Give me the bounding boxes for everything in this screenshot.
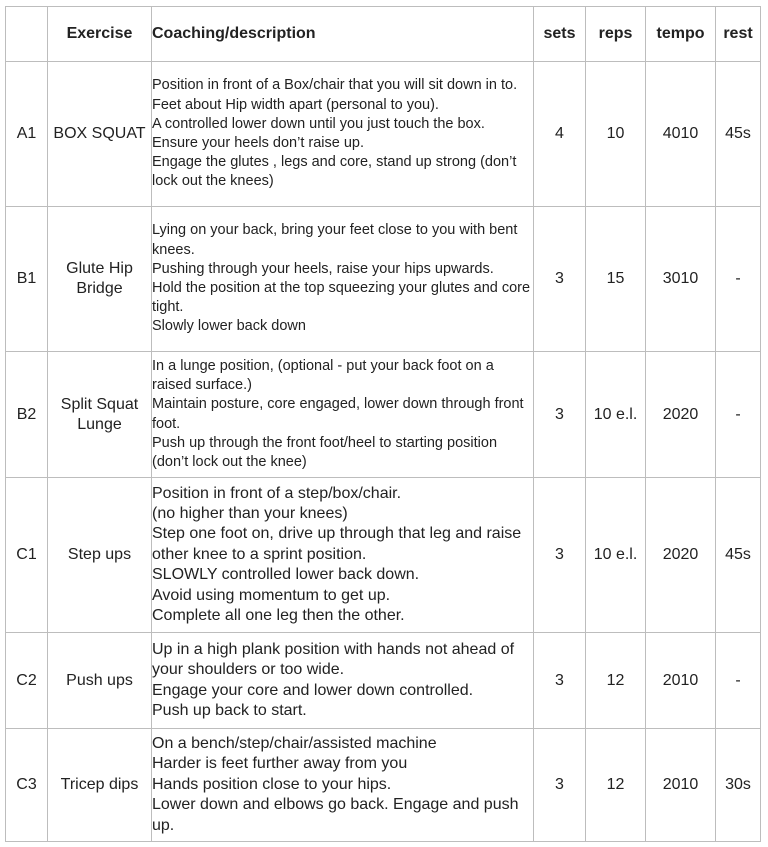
row-rest: - — [716, 633, 761, 729]
coaching-line: Complete all one leg then the other. — [152, 607, 405, 625]
coaching-line: Ensure your heels don’t raise up. — [152, 135, 364, 151]
row-coaching — [152, 207, 534, 352]
coaching-line: A controlled lower down until you just touch the box. — [152, 115, 485, 132]
row-rest: 30s — [716, 729, 761, 842]
row-exercise: Glute Hip Bridge — [48, 207, 152, 352]
row-tempo: 3010 — [646, 207, 716, 352]
coaching-line: Maintain posture, core engaged, lower down through front foot. — [152, 396, 524, 432]
row-id: C2 — [6, 633, 48, 729]
row-exercise: Tricep dips — [48, 729, 152, 842]
coaching-line: Engage your core and lower down controlled. — [152, 681, 474, 699]
coaching-line: Push up back to start. — [152, 701, 307, 719]
row-sets: 4 — [534, 62, 586, 207]
row-tempo: 4010 — [646, 62, 716, 207]
coaching-line: Avoid using momentum to get up. — [152, 586, 391, 604]
coaching-line: In a lunge position, (optional - put your back foot on a raised surface.) — [152, 357, 494, 394]
coaching-line: Step one foot on, drive up through that leg and raise other knee to a sprint position. — [152, 525, 522, 563]
row-exercise: Push ups — [48, 633, 152, 729]
row-sets: 3 — [534, 352, 586, 478]
row-tempo: 2020 — [646, 478, 716, 633]
coaching-line: Pushing through your heels, raise your hips upwards. — [152, 260, 494, 277]
coaching-line: Hold the position at the top squeezing your glutes and core tight. — [152, 280, 531, 316]
row-tempo: 2010 — [646, 729, 716, 842]
row-reps: 10 e.l. — [586, 478, 646, 633]
row-exercise: Step ups — [48, 478, 152, 633]
row-tempo: 2010 — [646, 633, 716, 729]
row-exercise: BOX SQUAT — [48, 62, 152, 207]
header-sets: sets — [534, 7, 586, 62]
row-id: A1 — [6, 62, 48, 207]
row-id: C1 — [6, 478, 48, 633]
header-rest: rest — [716, 7, 761, 62]
coaching-line: Feet about Hip width apart (personal to you). — [152, 96, 439, 113]
header-id — [6, 7, 48, 62]
workout-table — [5, 6, 761, 842]
row-exercise: Split Squat Lunge — [48, 352, 152, 478]
row-reps: 10 — [586, 62, 646, 207]
row-id: B2 — [6, 352, 48, 478]
header-exercise: Exercise — [48, 7, 152, 62]
coaching-line: Position in front of a Box/chair that you will sit down in to. — [152, 77, 518, 94]
coaching-line: Lying on your back, bring your feet close to you with bent knees. — [152, 222, 518, 258]
table-row — [6, 62, 761, 207]
row-rest: 45s — [716, 478, 761, 633]
table-row — [6, 729, 761, 842]
row-reps: 12 — [586, 633, 646, 729]
coaching-line: Up in a high plank position with hands not ahead of your shoulders or too wide. — [152, 640, 515, 679]
row-coaching — [152, 352, 534, 478]
header-reps: reps — [586, 7, 646, 62]
row-tempo: 2020 — [646, 352, 716, 478]
coaching-line: (no higher than your knees) — [152, 504, 348, 522]
coaching-line: SLOWLY controlled lower back down. — [152, 566, 420, 584]
coaching-line: On a bench/step/chair/assisted machine — [152, 734, 437, 752]
row-sets: 3 — [534, 729, 586, 842]
header-row — [6, 7, 761, 62]
row-coaching — [152, 62, 534, 207]
row-sets: 3 — [534, 633, 586, 729]
row-id: C3 — [6, 729, 48, 842]
row-id: B1 — [6, 207, 48, 352]
header-coaching: Coaching/description — [152, 7, 534, 62]
row-reps: 10 e.l. — [586, 352, 646, 478]
coaching-line: Position in front of a step/box/chair. — [152, 484, 402, 502]
row-rest: - — [716, 207, 761, 352]
table-row — [6, 478, 761, 633]
row-coaching — [152, 633, 534, 729]
coaching-line: Lower down and elbows go back. Engage and push up. — [152, 796, 519, 834]
coaching-line: Slowly lower back down — [152, 318, 306, 335]
row-rest: - — [716, 352, 761, 478]
table-row — [6, 352, 761, 478]
row-sets: 3 — [534, 207, 586, 352]
coaching-line: Hands position close to your hips. — [152, 775, 392, 793]
row-coaching — [152, 478, 534, 633]
coaching-line: Harder is feet further away from you — [152, 755, 408, 773]
row-coaching — [152, 729, 534, 842]
coaching-line: Push up through the front foot/heel to starting position (don’t lock out the knee) — [152, 434, 498, 470]
row-sets: 3 — [534, 478, 586, 633]
table-row — [6, 207, 761, 352]
table-row — [6, 633, 761, 729]
row-reps: 12 — [586, 729, 646, 842]
row-rest: 45s — [716, 62, 761, 207]
header-tempo: tempo — [646, 7, 716, 62]
coaching-line: Engage the glutes , legs and core, stand up strong (don’t lock out the knees) — [152, 154, 517, 190]
row-reps: 15 — [586, 207, 646, 352]
